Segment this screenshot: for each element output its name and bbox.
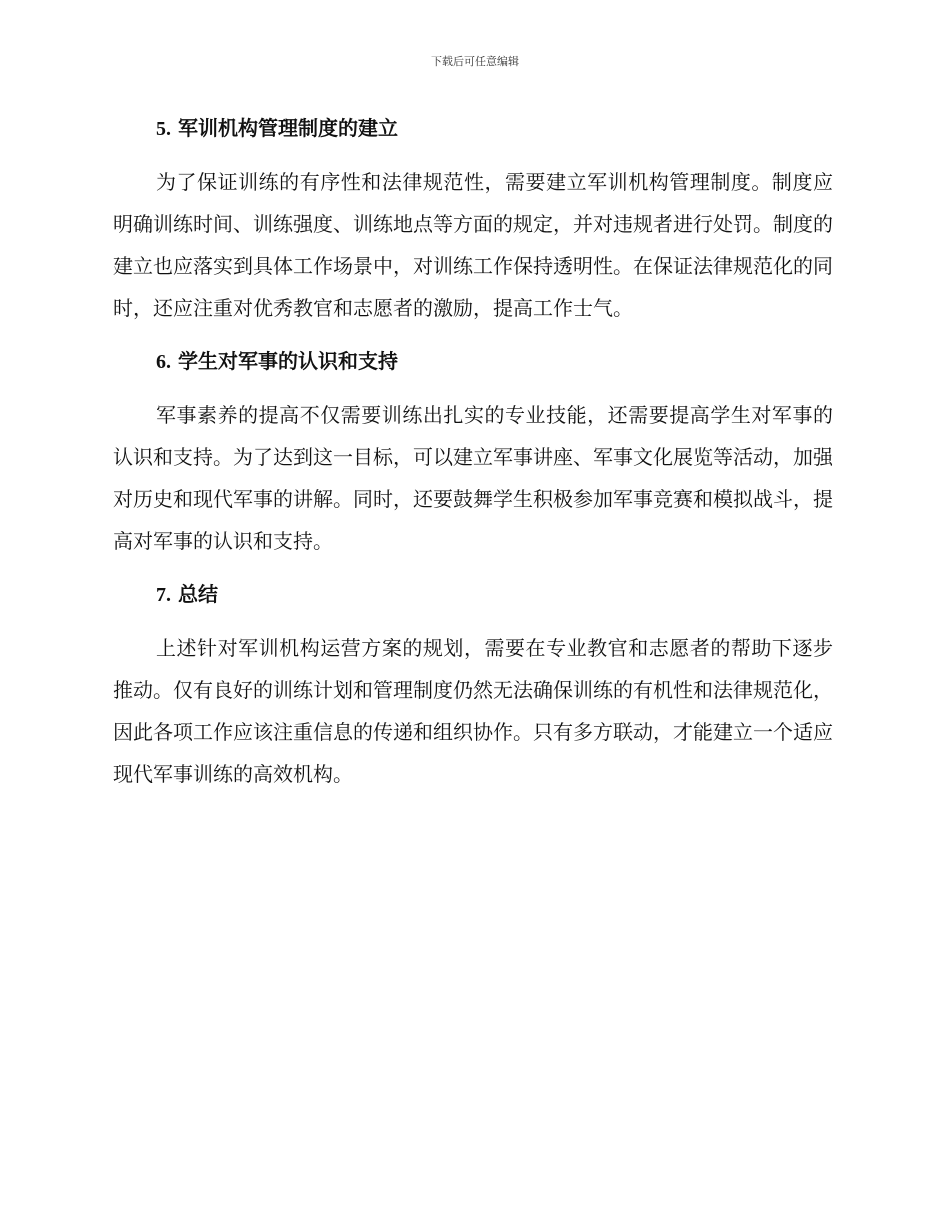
section-heading [113,341,833,382]
section-summary [113,574,833,795]
section-title: 学生对军事的认识和支持 [177,349,398,373]
section-number: 7. [156,584,171,606]
section-title: 总结 [177,582,218,606]
section-paragraph: 军事素养的提高不仅需要训练出扎实的专业技能，还需要提高学生对军事的认识和支持。为了达到这一目标，可以建立军事讲座、军事文化展览等活动，加强对历史和现代军事的讲解。同时，还要鼓舞学生积极参加军事竞赛和模拟战斗，提高对军事的认识和支持。 [113,403,833,553]
section-number: 5. [156,118,171,140]
section-management-system [113,108,833,329]
section-paragraph: 为了保证训练的有序性和法律规范性，需要建立军训机构管理制度。制度应明确训练时间、训练强度、训练地点等方面的规定，并对违规者进行处罚。制度的建立也应落实到具体工作场景中，对训练工作保持透明性。在保证法律规范化的同时，还应注重对优秀教官和志愿者的激励，提高工作士气。 [113,170,833,320]
document-body [113,108,833,807]
section-number: 6. [156,351,171,373]
section-heading [113,108,833,149]
section-student-awareness [113,341,833,562]
section-paragraph: 上述针对军训机构运营方案的规划，需要在专业教官和志愿者的帮助下逐步推动。仅有良好的训练计划和管理制度仍然无法确保训练的有机性和法律规范化，因此各项工作应该注重信息的传递和组织协作。只有多方联动，才能建立一个适应现代军事训练的高效机构。 [113,636,833,786]
page-header: 下载后可任意编辑 [431,55,519,68]
section-title: 军训机构管理制度的建立 [177,116,398,140]
section-heading [113,574,833,615]
